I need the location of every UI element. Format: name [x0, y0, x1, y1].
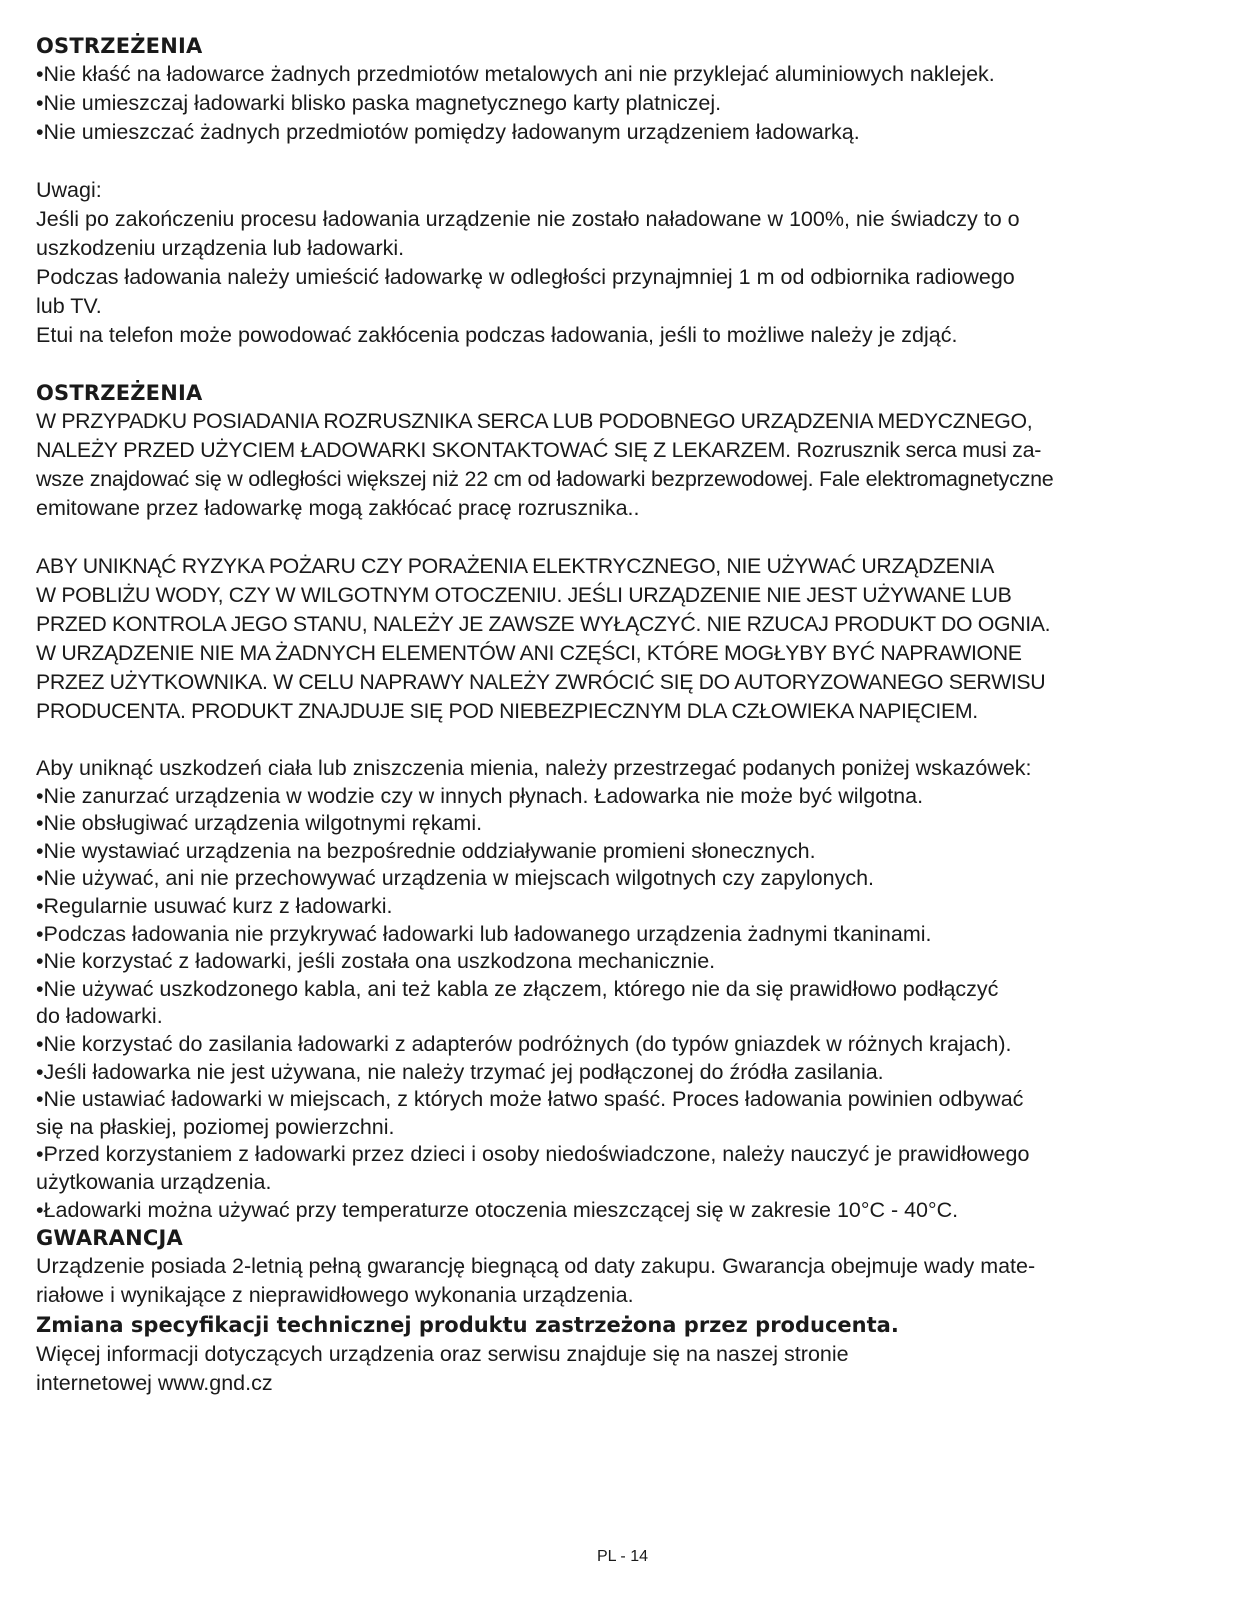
caps-line: PRZEZ UŻYTKOWNIKA. W CELU NAPRAWY NALEŻY ZWRÓCIĆ SIĘ DO AUTORYZOWANEGO SERWISU — [36, 670, 1046, 694]
note-line: Podczas ładowania należy umieścić ładowarkę w odległości przynajmniej 1 m od odbiornika radiowego — [36, 265, 1015, 289]
warranty-line: riałowe i wynikające z nieprawidłowego wykonania urządzenia. — [36, 1283, 634, 1308]
warning-line: •Nie umieszczaj ładowarki blisko paska magnetycznego karty platniczej. — [36, 91, 722, 115]
precaution-item: •Ładowarki można używać przy temperaturze otoczenia mieszczącej się w zakresie 10°C - 40°C. — [36, 1197, 959, 1222]
manual-page — [36, 32, 1206, 1398]
section-heading: GWARANCJA — [36, 1226, 183, 1251]
caps-line: W POBLIŻU WODY, CZY W WILGOTNYM OTOCZENIU. JEŚLI URZĄDZENIE NIE JEST UŻYWANE LUB — [36, 583, 1012, 607]
warning-line: wsze znajdować się w odległości większej niż 22 cm od ładowarki bezprzewodowej. Fale elektromagnetyczne — [36, 467, 1054, 491]
precaution-item: •Przed korzystaniem z ładowarki przez dzieci i osoby niedoświadczone, należy nauczyć je prawidłowego — [36, 1142, 1030, 1167]
warning-line: NALEŻY PRZED UŻYCIEM ŁADOWARKI SKONTAKTOWAĆ SIĘ Z LEKARZEM. Rozrusznik serca musi za- — [36, 438, 1042, 462]
info-line: Więcej informacji dotyczących urządzenia oraz serwisu znajduje się na naszej stronie — [36, 1342, 849, 1367]
note-line: Jeśli po zakończeniu procesu ładowania urządzenie nie zostało naładowane w 100%, nie świadczy to o — [36, 207, 1020, 231]
caps-line: PRODUCENTA. PRODUKT ZNAJDUJE SIĘ POD NIEBEZPIECZNYM DLA CZŁOWIEKA NAPIĘCIEM. — [36, 699, 978, 723]
precaution-item: do ładowarki. — [36, 1004, 163, 1029]
precaution-item: •Nie korzystać do zasilania ładowarki z adapterów podróżnych (do typów gniazdek w różnych krajach). — [36, 1031, 1012, 1056]
precaution-item: •Nie korzystać z ładowarki, jeśli została ona uszkodzona mechanicznie. — [36, 949, 716, 974]
note-line: uszkodzeniu urządzenia lub ładowarki. — [36, 236, 405, 260]
precautions-intro: Aby uniknąć uszkodzeń ciała lub zniszczenia mienia, należy przestrzegać podanych poniżej wskazówek: — [36, 756, 1032, 780]
precaution-item: użytkowania urządzenia. — [36, 1169, 272, 1194]
caps-line: W URZĄDZENIE NIE MA ŻADNYCH ELEMENTÓW ANI CZĘŚCI, KTÓRE MOGŁYBY BYĆ NAPRAWIONE — [36, 641, 1022, 665]
caps-line: ABY UNIKNĄĆ RYZYKA POŻARU CZY PORAŻENIA ELEKTRYCZNEGO, NIE UŻYWAĆ URZĄDZENIA — [36, 554, 994, 578]
precautions-section — [36, 755, 1206, 1224]
precaution-item: •Nie używać, ani nie przechowywać urządzenia w miejscach wilgotnych czy zapylonych. — [36, 866, 875, 891]
warning-line: W PRZYPADKU POSIADANIA ROZRUSZNIKA SERCA LUB PODOBNEGO URZĄDZENIA MEDYCZNEGO, — [36, 409, 1033, 433]
precaution-item: się na płaskiej, poziomej powierzchni. — [36, 1114, 395, 1139]
caps-line: PRZED KONTROLA JEGO STANU, NALEŻY JE ZAWSZE WYŁĄCZYĆ. NIE RZUCAJ PRODUKT DO OGNIA. — [36, 612, 1051, 636]
section-heading: OSTRZEŻENIA — [36, 34, 203, 58]
warnings-section-1 — [36, 32, 1206, 147]
warning-line: •Nie kłaść na ładowarce żadnych przedmiotów metalowych ani nie przyklejać aluminiowych naklejek. — [36, 62, 995, 86]
warning-line: •Nie umieszczać żadnych przedmiotów pomiędzy ładowanym urządzeniem ładowarką. — [36, 120, 860, 144]
warning-line: emitowane przez ładowarkę mogą zakłócać pracę rozrusznika.. — [36, 496, 640, 520]
precaution-item: •Nie wystawiać urządzenia na bezpośrednie oddziaływanie promieni słonecznych. — [36, 838, 816, 863]
warranty-line: Urządzenie posiada 2-letnią pełną gwarancję biegnącą od daty zakupu. Gwarancja obejmuje wady mate- — [36, 1254, 1036, 1279]
section-heading: OSTRZEŻENIA — [36, 381, 203, 405]
precaution-item: •Nie używać uszkodzonego kabla, ani też kabla ze złączem, którego nie da się prawidłowo podłączyć — [36, 976, 999, 1001]
spec-change-notice: Zmiana specyfikacji technicznej produktu zastrzeżona przez producenta. — [36, 1313, 899, 1338]
page-number: PL - 14 — [597, 1548, 648, 1565]
precaution-item: •Nie zanurzać urządzenia w wodzie czy w innych płynach. Ładowarka nie może być wilgotna. — [36, 783, 924, 808]
notes-label: Uwagi: — [36, 178, 102, 202]
precaution-item: •Regularnie usuwać kurz z ładowarki. — [36, 893, 393, 918]
notes-section — [36, 176, 1206, 350]
info-line: internetowej www.gnd.cz — [36, 1371, 273, 1396]
note-line: Etui na telefon może powodować zakłócenia podczas ładowania, jeśli to możliwe należy je zdjąć. — [36, 323, 958, 347]
warranty-section — [36, 1224, 1206, 1398]
precaution-item: •Podczas ładowania nie przykrywać ładowarki lub ładowanego urządzenia żadnymi tkaninami. — [36, 921, 932, 946]
note-line: lub TV. — [36, 294, 102, 318]
precaution-item: •Nie ustawiać ładowarki w miejscach, z których może łatwo spaść. Proces ładowania powinien odbywać — [36, 1087, 1024, 1112]
safety-caps-block — [36, 552, 1206, 726]
warnings-section-2 — [36, 379, 1206, 523]
precaution-item: •Nie obsługiwać urządzenia wilgotnymi rękami. — [36, 811, 483, 836]
precaution-item: •Jeśli ładowarka nie jest używana, nie należy trzymać jej podłączonej do źródła zasilania. — [36, 1059, 884, 1084]
